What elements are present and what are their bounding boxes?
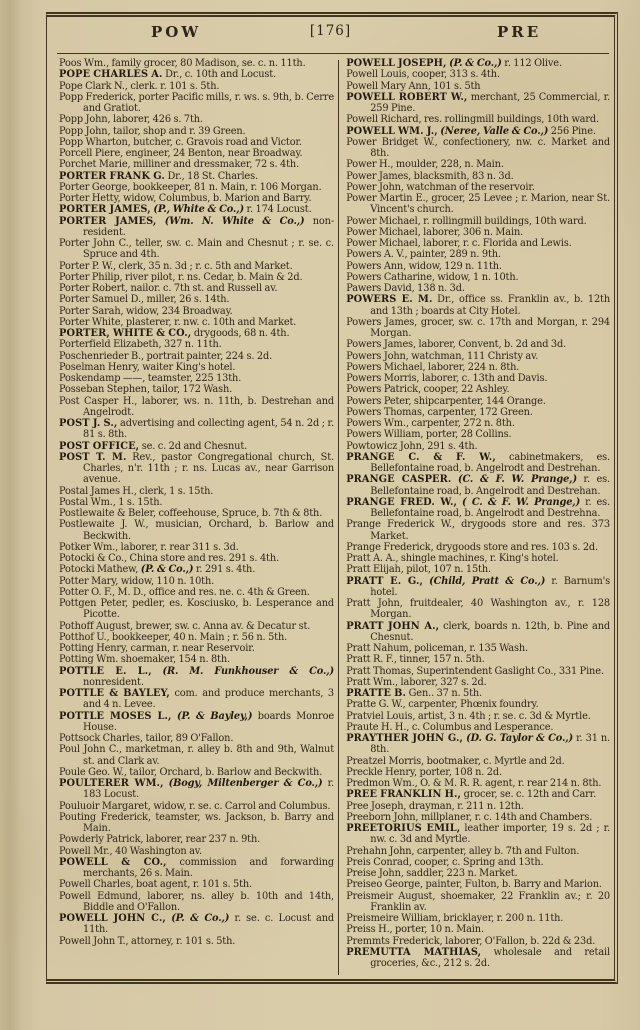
directory-entry: Potter O. F., M. D., office and res. ne. c. 4th & Green. xyxy=(59,586,310,598)
directory-entry: Power John, watchman of the reservoir. xyxy=(346,181,535,193)
directory-entry: Powell Charles, boat agent, r. 101 s. 5th. xyxy=(59,879,253,891)
directory-entry: Pope Clark N., clerk. r. 101 s. 5th. xyxy=(59,80,220,92)
directory-entry: Pratt Elijah, pilot, 107 n. 15th. xyxy=(346,564,491,576)
directory-entry: PORTER JAMES, (Wm. N. White & Co.,) non-resident. xyxy=(59,215,334,238)
directory-entry: POTTLE & BAYLEY, com. and produce merchants, 3 and 4 n. Levee. xyxy=(59,688,334,711)
directory-entry: Predmon Wm., O. & M. R. R. agent, r. rear 214 n. 8th. xyxy=(346,778,602,789)
directory-entry: Porterfield Elizabeth, 327 n. 11th. xyxy=(59,339,222,351)
directory-entry: Pottsock Charles, tailor, 89 O'Fallon. xyxy=(59,733,234,744)
directory-entry: Porter Philip, river pilot, r. ns. Cedar, b. Main & 2d. xyxy=(59,271,303,283)
page-frame xyxy=(46,12,618,984)
header-right-title: PRE xyxy=(497,23,542,41)
directory-entry: Poschenrieder B., portrait painter, 224 s. 2d. xyxy=(59,350,273,362)
directory-entry: Porter Hetty, widow, Columbus, b. Marion and Barry. xyxy=(59,193,312,204)
directory-entry: POST J. S., advertising and collecting agent, 54 n. 2d ; r. 81 s. 8th. xyxy=(59,418,334,441)
directory-entry: Popp Wharton, butcher, c. Gravois road and Victor. xyxy=(59,136,302,148)
directory-entry: Post Casper H., laborer, ws. n. 11th, b. Destrehan and Angelrodt. xyxy=(59,395,334,418)
directory-entry: Powers Peter, shipcarpenter, 144 Orange. xyxy=(346,395,546,407)
directory-entry: Preckle Henry, porter, 108 n. 2d. xyxy=(346,766,502,778)
directory-entry: POWERS E. M. Dr., office ss. Franklin av., b. 12th and 13th ; boards at City Hotel. xyxy=(346,294,610,317)
directory-entry: POULTERER WM., (Bogy, Miltenberger & Co.,) r. 183 Locust. xyxy=(59,778,334,801)
directory-entry: POTTLE E. L., (R. M. Funkhouser & Co.,) nonresident. xyxy=(59,665,334,688)
directory-entry: POST OFFICE, se. c. 2d and Chesnut. xyxy=(59,440,248,452)
directory-entry: PRANGE CASPER. (C. & F. W. Prange,) r. es. Bellefontaine road, b. Angelrodt and Destrehan. xyxy=(346,474,610,497)
directory-entry: Porter White, plasterer, r. nw. c. 10th and Market. xyxy=(59,316,297,328)
directory-entry: PRAYTHER JOHN G., (D. G. Taylor & Co.,) r. 31 n. 8th. xyxy=(346,733,610,756)
directory-entry: Powers John, watchman, 111 Christy av. xyxy=(346,350,539,362)
directory-entry: POWELL ROBERT W., merchant, 25 Commercial, r. 259 Pine. xyxy=(346,91,610,114)
directory-entry: Preeborn John, millplaner, r. c. 14th and Chambers. xyxy=(346,811,593,823)
directory-entry: Powers James, laborer, Convent, b. 2d and 3d. xyxy=(346,339,567,351)
directory-entry: Preis Conrad, cooper, c. Spring and 13th. xyxy=(346,856,544,868)
directory-entry: Preismeire William, bricklayer, r. 200 n. 11th. xyxy=(346,913,564,924)
directory-entry: Popp John, tailor, shop and r. 39 Green. xyxy=(59,125,246,137)
directory-entry: Power Martin E., grocer, 25 Levee ; r. Marion, near St. Vincent's church. xyxy=(346,193,610,216)
directory-entry: Preismeir August, shoemaker, 22 Franklin av.; r. 20 Franklin av. xyxy=(346,890,610,913)
directory-entry: Pratt Nahum, policeman, r. 135 Wash. xyxy=(346,643,528,654)
directory-entry: Postal Wm., 1 s. 15th. xyxy=(59,496,163,508)
column-right xyxy=(339,58,612,975)
directory-entry: Pratt A. A., shingle machines, r. King's hotel. xyxy=(346,553,559,564)
directory-entry: Preise John, saddler, 223 n. Market. xyxy=(346,868,518,879)
directory-entry: Popp John, laborer, 426 s. 7th. xyxy=(59,114,203,126)
directory-entry: Pratt R. F., tinner, 157 n. 5th. xyxy=(346,654,485,666)
directory-entry: Poule Geo. W., tailor, Orchard, b. Barlow and Beckwith. xyxy=(59,766,323,778)
directory-entry: Prange Frederick W., drygoods store and res. 373 Market. xyxy=(346,519,610,542)
directory-entry: Poskendamp ——, teamster, 225 13th. xyxy=(59,373,242,384)
directory-entry: Preatzel Morris, bootmaker, c. Myrtle and 2d. xyxy=(346,755,565,767)
directory-entry: Porcell Piere, engineer, 24 Benton, near Broadway. xyxy=(59,148,303,159)
directory-entry: Praute H. H., c. Columbus and Lesperance. xyxy=(346,721,554,733)
directory-entry: Power James, blacksmith, 83 n. 3d. xyxy=(346,170,514,182)
header-page-number: [176] xyxy=(309,23,352,39)
directory-entry: PRANGE C. & F. W., cabinetmakers, es. Bellefontaine road, b. Angelrodt and Destrehan. xyxy=(346,451,610,474)
directory-entry: Pawers David, 138 n. 3d. xyxy=(346,283,465,294)
directory-entry: Porter Sarah, widow, 234 Broadway. xyxy=(59,305,233,317)
directory-entry: Powell Mr., 40 Washington av. xyxy=(59,845,202,857)
directory-entry: Pouluoir Margaret, widow, r. se. c. Carrol and Columbus. xyxy=(59,800,331,812)
directory-entry: Potker Wm., laborer, r. rear 311 s. 3d. xyxy=(59,541,239,553)
directory-entry: Powell Mary Ann, 101 s. 5th xyxy=(346,80,481,92)
directory-entry: Pratviel Louis, artist, 3 n. 4th ; r. se. c. 3d & Myrtle. xyxy=(346,710,591,722)
directory-entry: Premmts Frederick, laborer, O'Fallon, b. 22d & 23d. xyxy=(346,935,596,947)
directory-entry: Powers William, porter, 28 Collins. xyxy=(346,429,512,441)
directory-entry: PRATTE B. Gen.. 37 n. 5th. xyxy=(346,688,483,699)
directory-entry: PREETORIUS EMIL, leather importer, 19 s. 2d ; r. nw. c. 3d and Myrtle. xyxy=(346,823,610,846)
directory-entry: PORTER FRANK G. Dr., 18 St. Charles. xyxy=(59,170,258,182)
directory-entry: Preiseo George, painter, Fulton, b. Barry and Marion. xyxy=(346,879,602,891)
directory-entry: Preiss H., porter, 10 n. Main. xyxy=(346,924,484,936)
directory-entry: POPE CHARLES A. Dr., c. 10th and Locust. xyxy=(59,69,277,81)
directory-entry: Powell Louis, cooper, 313 s. 4th. xyxy=(346,69,500,81)
directory-entry: Powers A. V., painter, 289 n. 9th. xyxy=(346,249,501,261)
directory-entry: POWELL WM. J., (Neree, Valle & Co.,) 256 Pine. xyxy=(346,125,596,137)
directory-entry: Powers James, grocer, sw. c. 17th and Morgan, r. 294 Morgan. xyxy=(346,316,610,339)
running-header xyxy=(47,23,614,53)
directory-entry: Pratte G. W., carpenter, Phœnix foundry. xyxy=(346,699,539,711)
header-left-title: POW xyxy=(151,23,202,41)
directory-entry: Powell Richard, res. rollingmill buildings, 10th ward. xyxy=(346,114,599,126)
header-rule xyxy=(57,53,609,54)
directory-entry: Popp Frederick, porter Pacific mills, r. ws. s. 9th, b. Cerre and Gratiot. xyxy=(59,91,334,114)
directory-entry: Poselman Henry, waiter King's hotel. xyxy=(59,361,236,373)
directory-entry: Postal James H., clerk, 1 s. 15th. xyxy=(59,485,214,497)
directory-entry: Potocki & Co., China store and res. 291 s. 4th. xyxy=(59,553,279,564)
directory-entry: Poos Wm., family grocer, 80 Madison, se. c. n. 11th. xyxy=(59,58,306,69)
directory-entry: Prange Frederick, drygoods store and res. 103 s. 2d. xyxy=(346,541,599,553)
directory-entry: Potting Henry, carman, r. near Reservoir. xyxy=(59,643,255,654)
directory-entry: Power H., moulder, 228, n. Main. xyxy=(346,159,504,171)
directory-entry: Potthof U., bookkeeper, 40 n. Main ; r. 56 n. 5th. xyxy=(59,631,288,643)
directory-entry: POTTLE MOSES L., (P. & Bayley,) boards Monroe House. xyxy=(59,710,334,733)
directory-entry: POWELL & CO., commission and forwarding merchants, 26 s. Main. xyxy=(59,856,334,879)
directory-entry: Postlewaite & Beler, coffeehouse, Spruce, b. 7th & 8th. xyxy=(59,508,323,519)
directory-entry: Powell Edmund, laborer, ns. alley b. 10th and 14th, Biddle and O'Fallon. xyxy=(59,890,334,913)
directory-entry: Power Bridget W., confectionery, nw. c. Market and 8th. xyxy=(346,136,610,159)
directory-entry: PORTER JAMES, (P., White & Co.,) r. 174 Locust. xyxy=(59,204,312,216)
directory-entry: Potocki Mathew, (P. & Co.,) r. 291 s. 4th. xyxy=(59,564,256,576)
directory-entry: PRATT E. G., (Child, Pratt & Co.,) r. Barnum's hotel. xyxy=(346,575,610,598)
directory-entry: Porter John C., teller, sw. c. Main and Chesnut ; r. se. c. Spruce and 4th. xyxy=(59,238,334,261)
directory-entry: Potting Wm. shoemaker, 154 n. 8th. xyxy=(59,654,230,666)
directory-entry: PREE FRANKLIN H., grocer, se. c. 12th and Carr. xyxy=(346,789,597,801)
directory-entry: Powers Catharine, widow, 1 n. 10th. xyxy=(346,271,519,283)
directory-entry: Powers Ann, widow, 129 n. 11th. xyxy=(346,260,502,272)
directory-entry: Pratt Wm., laborer, 327 s. 2d. xyxy=(346,676,487,688)
directory-entry: Power Michael, r. rollingmill buildings, 10th ward. xyxy=(346,215,587,227)
directory-entry: Porter George, bookkeeper, 81 n. Main, r. 106 Morgan. xyxy=(59,181,322,193)
directory-entry: PRATT JOHN A., clerk, boards n. 12th, b. Pine and Chesnut. xyxy=(346,620,610,643)
directory-entry: Pottgen Peter, pedler, es. Kosciusko, b. Lesperance and Picotte. xyxy=(59,598,334,621)
directory-entry: Powers Patrick, cooper, 22 Ashley. xyxy=(346,384,510,396)
directory-entry: PRANGE FRED. W., ( C. & F. W. Prange,) r. es. Bellefontaine road, b. Angelrodt and Destrehna. xyxy=(346,496,610,519)
directory-entry: Powers Thomas, carpenter, 172 Green. xyxy=(346,406,533,418)
directory-entry: Power Michael, laborer, r. c. Florida and Lewis. xyxy=(346,238,572,249)
directory-entry: Pratt Thomas, Superintendent Gaslight Co., 331 Pine. xyxy=(346,665,604,677)
directory-entry: Powderly Patrick, laborer, rear 237 n. 9th. xyxy=(59,834,261,846)
directory-entry: Powers Morris, laborer, c. 13th and Davis. xyxy=(346,373,548,384)
directory-columns xyxy=(59,58,612,975)
directory-entry: Pouting Frederick, teamster, ws. Jackson, b. Barry and Main. xyxy=(59,811,334,834)
directory-entry: Poul John C., marketman, r. alley b. 8th and 9th, Walnut st. and Clark av. xyxy=(59,744,334,767)
directory-entry: POWELL JOSEPH, (P. & Co.,) r. 112 Olive. xyxy=(346,58,562,69)
directory-entry: POWELL JOHN C., (P. & Co.,) r. se. c. Locust and 11th. xyxy=(59,913,334,936)
directory-entry: Porchet Marie, milliner and dressmaker, 72 s. 4th. xyxy=(59,159,300,171)
directory-entry: Pratt John, fruitdealer, 40 Washington av., r. 128 Morgan. xyxy=(346,598,610,621)
directory-entry: Posseban Stephen, tailor, 172 Wash. xyxy=(59,384,233,396)
directory-entry: Porter P. W., clerk, 35 n. 3d ; r. c. 5th and Market. xyxy=(59,260,293,272)
directory-entry: Pree Joseph, drayman, r. 211 n. 12th. xyxy=(346,800,524,812)
directory-entry: Powers Michael, laborer, 224 n. 8th. xyxy=(346,361,520,373)
directory-entry: Pothoff August, brewer, sw. c. Anna av. & Decatur st. xyxy=(59,620,311,632)
directory-entry: Powtowicz John, 291 s. 4th. xyxy=(346,440,478,452)
directory-entry: Powell John T., attorney, r. 101 s. 5th. xyxy=(59,935,236,947)
directory-entry: Postlewaite J. W., musician, Orchard, b. Barlow and Beckwith. xyxy=(59,519,334,542)
directory-entry: Power Michael, laborer, 306 n. Main. xyxy=(346,226,524,238)
directory-entry: Prehahn John, carpenter, alley b. 7th and Fulton. xyxy=(346,845,580,857)
directory-entry: PORTER, WHITE & CO., drygoods, 68 n. 4th. xyxy=(59,328,290,339)
directory-entry: POST T. M. Rev., pastor Congregational church, St. Charles, n'r. 11th ; r. ns. Lucas av., near Garrison avenue. xyxy=(59,451,334,486)
directory-entry: PREMUTTA MATHIAS, wholesale and retail groceries, &c., 212 s. 2d. xyxy=(346,946,610,969)
column-left xyxy=(59,58,338,975)
directory-entry: Porter Robert, nailor. c. 7th st. and Russell av. xyxy=(59,283,278,294)
directory-entry: Porter Samuel D., miller, 26 s. 14th. xyxy=(59,294,230,306)
directory-entry: Powers Wm., carpenter, 272 n. 8th. xyxy=(346,418,515,429)
directory-entry: Potter Mary, widow, 110 n. 10th. xyxy=(59,575,215,587)
